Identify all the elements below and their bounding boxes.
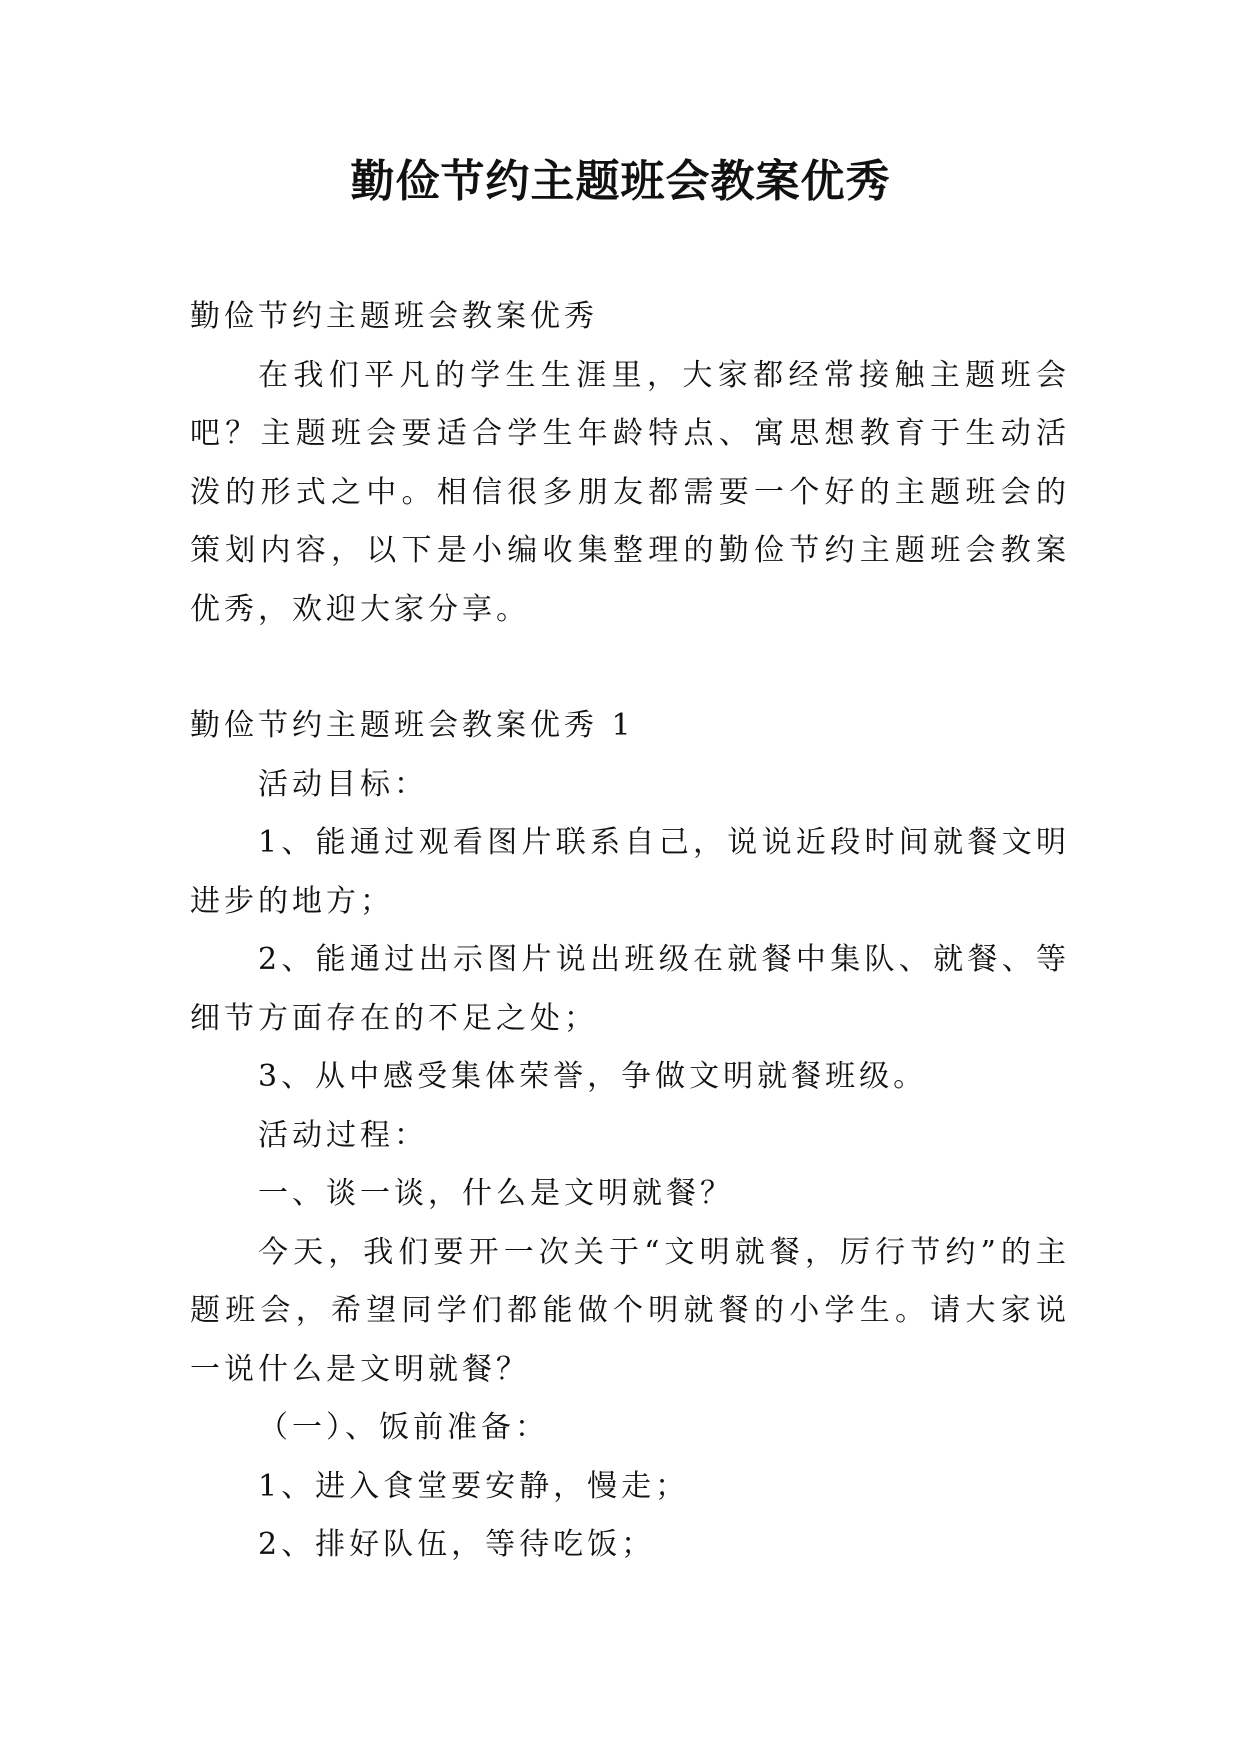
paragraph-pre-meal-2: 2、排好队伍，等待吃饭；: [258, 1527, 656, 1562]
paragraph-step-1: 一、谈一谈，什么是文明就餐？: [258, 1176, 734, 1211]
document-subtitle: 勤俭节约主题班会教案优秀: [190, 299, 598, 334]
paragraph-goal-3: 3、从中感受集体荣誉，争做文明就餐班级。: [258, 1059, 928, 1094]
paragraph-pre-meal-1: 1、进入食堂要安静，慢走；: [258, 1468, 690, 1504]
document-title: 勤俭节约主题班会教案优秀: [350, 156, 891, 207]
section-spacer: [190, 639, 1070, 697]
intro-paragraph: 在我们平凡的学生生涯里，大家都经常接触主题班会吧？主题班会要适合学生年龄特点、寓思想教育于生动活泼的形式之中。相信很多朋友都需要一个好的主题班会的策划内容，以下是小编收集整理的勤俭节约主题班会教案优秀，欢迎大家分享。: [190, 357, 1070, 627]
paragraph-activity-process: 活动过程：: [258, 1117, 428, 1153]
paragraph-activity-goals: 活动目标：: [258, 766, 428, 802]
paragraph-pre-meal: （一）、饭前准备：: [258, 1410, 549, 1445]
paragraph-goal-1: 1、能通过观看图片联系自己，说说近段时间就餐文明进步的地方；: [190, 825, 1070, 919]
section-heading: 勤俭节约主题班会教案优秀 1: [190, 708, 635, 743]
paragraph-goal-2: 2、能通过出示图片说出班级在就餐中集队、就餐、等细节方面存在的不足之处；: [190, 942, 1070, 1036]
paragraph-step-1-intro: 今天，我们要开一次关于“文明就餐，厉行节约”的主题班会，希望同学们都能做个明就餐的小学生。请大家说一说什么是文明就餐？: [190, 1234, 1070, 1387]
document-body: [190, 288, 1070, 1575]
